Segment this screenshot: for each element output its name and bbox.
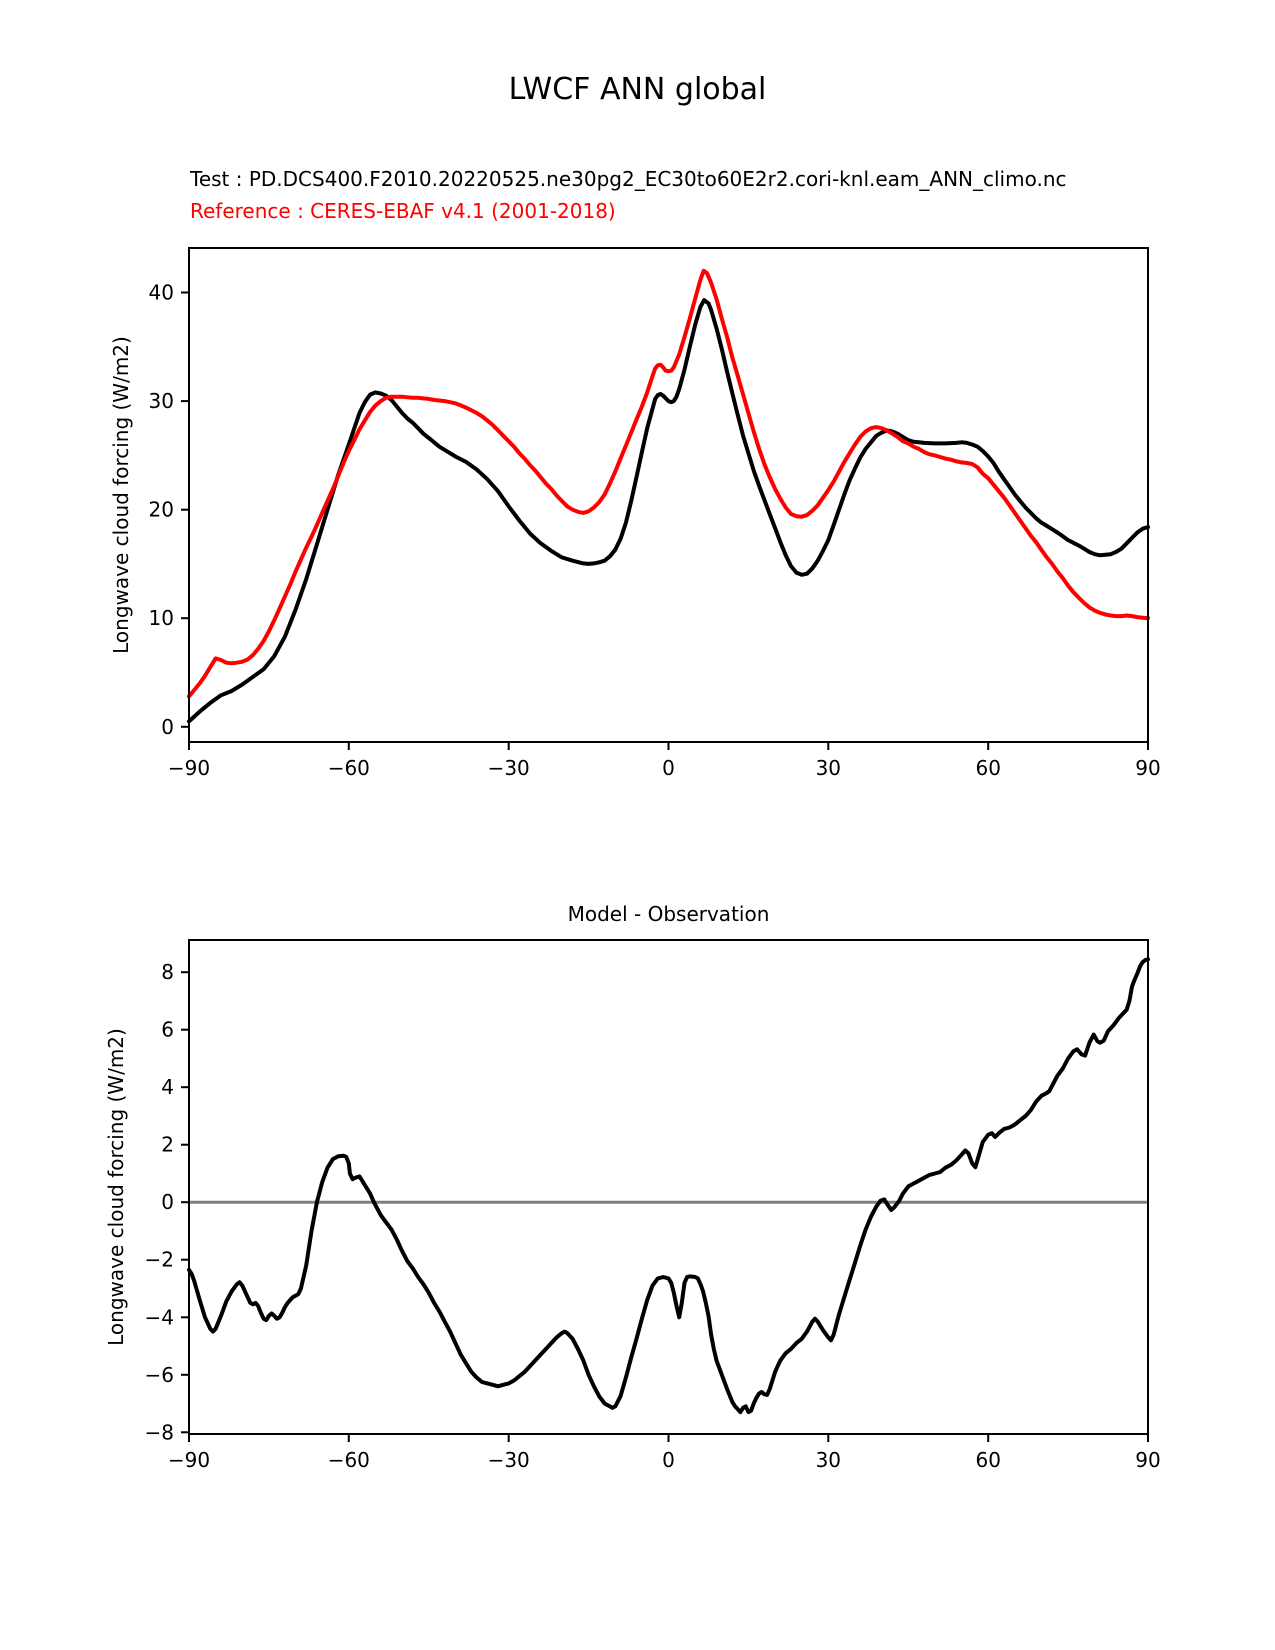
x-tick-label: 0 bbox=[662, 756, 675, 780]
top-plot-ylabel: Longwave cloud forcing (W/m2) bbox=[109, 336, 133, 654]
y-tick-label: 0 bbox=[161, 1190, 174, 1215]
x-tick-label: −60 bbox=[327, 1448, 370, 1472]
plot-frame bbox=[189, 940, 1148, 1434]
bottom-plot-title: Model - Observation bbox=[567, 902, 770, 926]
x-tick-label: −60 bbox=[327, 756, 370, 780]
y-tick-label: 2 bbox=[161, 1132, 174, 1157]
y-tick-label: −8 bbox=[144, 1420, 174, 1445]
x-tick-label: 60 bbox=[975, 756, 1001, 780]
test-label-line: Test : PD.DCS400.F2010.20220525.ne30pg2_EC30to60E2r2.cori-knl.eam_ANN_climo.nc bbox=[190, 167, 1067, 191]
x-tick-label: −90 bbox=[167, 1448, 211, 1472]
y-tick-label: −4 bbox=[144, 1305, 174, 1330]
y-tick-label: 10 bbox=[148, 606, 174, 631]
reference-label-line: Reference : CERES-EBAF v4.1 (2001-2018) bbox=[190, 199, 616, 223]
x-tick-label: 0 bbox=[662, 1448, 675, 1472]
series-line-diff bbox=[189, 959, 1148, 1412]
x-tick-label: 60 bbox=[975, 1448, 1001, 1472]
y-tick-label: 40 bbox=[148, 280, 174, 305]
bottom-plot-ylabel: Longwave cloud forcing (W/m2) bbox=[104, 1028, 128, 1346]
y-tick-label: 20 bbox=[148, 497, 174, 522]
figure-title: LWCF ANN global bbox=[508, 72, 767, 107]
y-tick-label: 0 bbox=[161, 714, 174, 739]
y-tick-label: 30 bbox=[148, 389, 174, 414]
x-tick-label: 30 bbox=[815, 1448, 842, 1472]
x-tick-label: 30 bbox=[815, 756, 842, 780]
x-tick-label: 90 bbox=[1135, 1448, 1161, 1472]
x-tick-label: −30 bbox=[487, 756, 530, 780]
y-tick-label: −2 bbox=[144, 1247, 174, 1272]
x-tick-label: −30 bbox=[487, 1448, 530, 1472]
y-tick-label: 4 bbox=[161, 1075, 174, 1100]
y-tick-label: 8 bbox=[161, 960, 174, 985]
y-tick-label: 6 bbox=[161, 1017, 174, 1042]
y-tick-label: −6 bbox=[144, 1362, 174, 1387]
x-tick-label: −90 bbox=[167, 756, 211, 780]
x-tick-label: 90 bbox=[1135, 756, 1161, 780]
